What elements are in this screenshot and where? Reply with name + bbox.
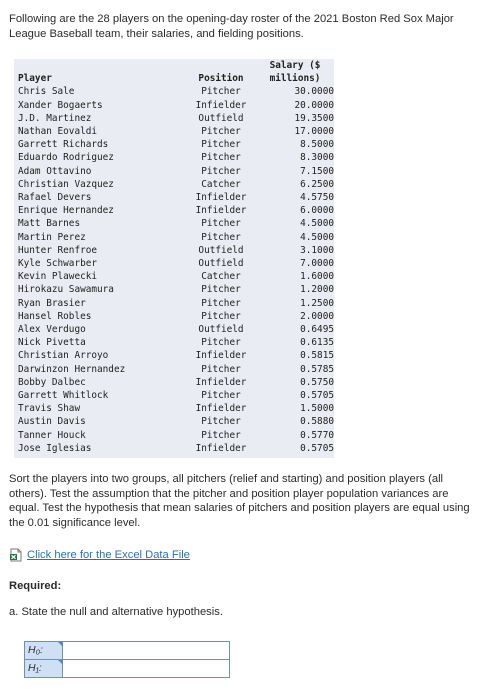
null-hypothesis-input[interactable] xyxy=(63,642,229,659)
salary-cell: 30.0000 xyxy=(294,86,334,98)
header-salary xyxy=(256,59,334,85)
player-name-cell: Xander Bogaerts xyxy=(18,99,103,111)
position-cell: Infielder xyxy=(195,205,247,217)
player-name-cell: Nathan Eovaldi xyxy=(18,126,98,138)
salary-cell: 0.5815 xyxy=(300,350,334,362)
salary-cell: 7.0000 xyxy=(300,258,334,270)
player-name-cell: Hansel Robles xyxy=(18,310,92,322)
salary-cell: 0.5750 xyxy=(300,376,334,388)
intro-text: Following are the 28 players on the opening-day roster of the 2021 Boston Red Sox Major League Baseball team, their salaries, and fielding positions. xyxy=(9,13,454,40)
table-header-row xyxy=(18,59,334,85)
table-row xyxy=(18,191,334,204)
table-row xyxy=(18,85,334,98)
salary-cell: 7.1500 xyxy=(300,165,334,177)
position-cell: Pitcher xyxy=(201,310,241,322)
position-cell: Infielder xyxy=(195,403,247,415)
salary-cell: 19.3500 xyxy=(294,112,334,124)
excel-file-icon xyxy=(9,548,23,562)
salary-cell: 17.0000 xyxy=(294,126,334,138)
position-cell: Pitcher xyxy=(201,165,241,177)
player-name-cell: Austin Davis xyxy=(18,416,86,428)
player-name-cell: Matt Barnes xyxy=(18,218,81,230)
player-name-cell: Bobby Dalbec xyxy=(18,376,86,388)
position-cell: Pitcher xyxy=(201,126,241,138)
player-name-cell: Martin Perez xyxy=(18,231,86,243)
salary-cell: 0.6135 xyxy=(300,337,334,349)
salary-cell: 1.2000 xyxy=(300,284,334,296)
player-name-cell: Alex Verdugo xyxy=(18,324,86,336)
table-row xyxy=(18,204,334,217)
position-cell: Infielder xyxy=(195,376,247,388)
required-heading: Required: xyxy=(9,580,62,592)
excel-data-link[interactable] xyxy=(9,548,190,562)
alternative-hypothesis-row xyxy=(24,659,230,678)
header-player: Player xyxy=(18,73,52,85)
player-name-cell: Tanner Houck xyxy=(18,429,86,441)
player-name-cell: Jose Iglesias xyxy=(18,442,92,454)
salary-cell: 4.5000 xyxy=(300,218,334,230)
player-name-cell: J.D. Martinez xyxy=(18,112,92,124)
player-name-cell: Adam Ottavino xyxy=(18,165,92,177)
excel-link-text[interactable]: Click here for the Excel Data File xyxy=(27,549,190,561)
salary-cell: 1.6000 xyxy=(300,271,334,283)
position-cell: Outfield xyxy=(198,112,244,124)
salary-cell: 6.0000 xyxy=(300,205,334,217)
table-row xyxy=(18,151,334,164)
player-name-cell: Enrique Hernandez xyxy=(18,205,114,217)
table-row xyxy=(18,125,334,138)
table-row xyxy=(18,376,334,389)
player-name-cell: Garrett Richards xyxy=(18,139,109,151)
alternative-hypothesis-label: H₁: xyxy=(25,660,63,677)
table-row xyxy=(18,349,334,362)
table-row xyxy=(18,336,334,349)
salary-cell: 0.5770 xyxy=(300,429,334,441)
position-cell: Pitcher xyxy=(201,218,241,230)
player-name-cell: Nick Pivetta xyxy=(18,337,86,349)
player-name-cell: Chris Sale xyxy=(18,86,75,98)
player-name-cell: Hirokazu Sawamura xyxy=(18,284,114,296)
position-cell: Catcher xyxy=(201,271,241,283)
table-row xyxy=(18,244,334,257)
table-row xyxy=(18,283,334,296)
null-hypothesis-label: H₀: xyxy=(25,642,63,659)
salary-cell: 20.0000 xyxy=(294,99,334,111)
player-name-cell: Ryan Brasier xyxy=(18,297,86,309)
header-position: Position xyxy=(198,73,244,85)
table-body xyxy=(18,85,334,455)
salary-cell: 0.5880 xyxy=(300,416,334,428)
salary-cell: 8.5000 xyxy=(300,139,334,151)
position-cell: Catcher xyxy=(201,178,241,190)
null-hypothesis-row xyxy=(24,641,230,660)
table-row xyxy=(18,323,334,336)
position-cell: Pitcher xyxy=(201,86,241,98)
header-salary-line1: Salary ($ xyxy=(269,60,321,71)
salary-cell: 4.5750 xyxy=(300,192,334,204)
alternative-hypothesis-input[interactable] xyxy=(63,660,229,677)
table-row xyxy=(18,415,334,428)
table-row xyxy=(18,231,334,244)
table-row xyxy=(18,270,334,283)
position-cell: Outfield xyxy=(198,324,244,336)
position-cell: Outfield xyxy=(198,258,244,270)
position-cell: Pitcher xyxy=(201,231,241,243)
salary-cell: 0.6495 xyxy=(300,324,334,336)
table-row xyxy=(18,165,334,178)
table-row xyxy=(18,178,334,191)
position-cell: Pitcher xyxy=(201,284,241,296)
salary-cell: 0.5705 xyxy=(300,442,334,454)
table-row xyxy=(18,429,334,442)
table-row xyxy=(18,99,334,112)
player-name-cell: Rafael Devers xyxy=(18,192,92,204)
table-row xyxy=(18,257,334,270)
salary-cell: 4.5000 xyxy=(300,231,334,243)
salary-cell: 1.5000 xyxy=(300,403,334,415)
table-row xyxy=(18,442,334,455)
table-row xyxy=(18,138,334,151)
instructions-text: Sort the players into two groups, all pitchers (relief and starting) and position players (all others). Test the assumption that the pitcher and position player population variances are equal. Test the hypothesis that mean salaries of pitchers and position players are equal using the 0.01 significance level. xyxy=(9,473,470,529)
salary-cell: 2.0000 xyxy=(300,310,334,322)
salary-cell: 1.2500 xyxy=(300,297,334,309)
position-cell: Infielder xyxy=(195,442,247,454)
roster-table xyxy=(18,59,334,455)
player-name-cell: Travis Shaw xyxy=(18,403,81,415)
position-cell: Infielder xyxy=(195,350,247,362)
position-cell: Pitcher xyxy=(201,152,241,164)
player-name-cell: Eduardo Rodriguez xyxy=(18,152,114,164)
salary-cell: 0.5705 xyxy=(300,390,334,402)
table-row xyxy=(18,363,334,376)
position-cell: Outfield xyxy=(198,244,244,256)
table-row xyxy=(18,217,334,230)
header-salary-line2: millions) xyxy=(269,73,321,85)
position-cell: Pitcher xyxy=(201,297,241,309)
table-row xyxy=(18,310,334,323)
table-row xyxy=(18,402,334,415)
player-name-cell: Christian Arroyo xyxy=(18,350,109,362)
position-cell: Pitcher xyxy=(201,429,241,441)
roster-table-container xyxy=(14,59,334,458)
salary-cell: 8.3000 xyxy=(300,152,334,164)
position-cell: Infielder xyxy=(195,99,247,111)
table-row xyxy=(18,389,334,402)
position-cell: Pitcher xyxy=(201,337,241,349)
player-name-cell: Darwinzon Hernandez xyxy=(18,363,126,375)
player-name-cell: Kyle Schwarber xyxy=(18,258,98,270)
table-row xyxy=(18,297,334,310)
salary-cell: 0.5785 xyxy=(300,363,334,375)
player-name-cell: Christian Vazquez xyxy=(18,178,114,190)
position-cell: Pitcher xyxy=(201,390,241,402)
position-cell: Pitcher xyxy=(201,416,241,428)
salary-cell: 3.1000 xyxy=(300,244,334,256)
question-a: a. State the null and alternative hypothesis. xyxy=(9,606,223,618)
player-name-cell: Garrett Whitlock xyxy=(18,390,109,402)
position-cell: Pitcher xyxy=(201,139,241,151)
player-name-cell: Kevin Plawecki xyxy=(18,271,98,283)
player-name-cell: Hunter Renfroe xyxy=(18,244,98,256)
table-row xyxy=(18,112,334,125)
salary-cell: 6.2500 xyxy=(300,178,334,190)
position-cell: Pitcher xyxy=(201,363,241,375)
position-cell: Infielder xyxy=(195,192,247,204)
